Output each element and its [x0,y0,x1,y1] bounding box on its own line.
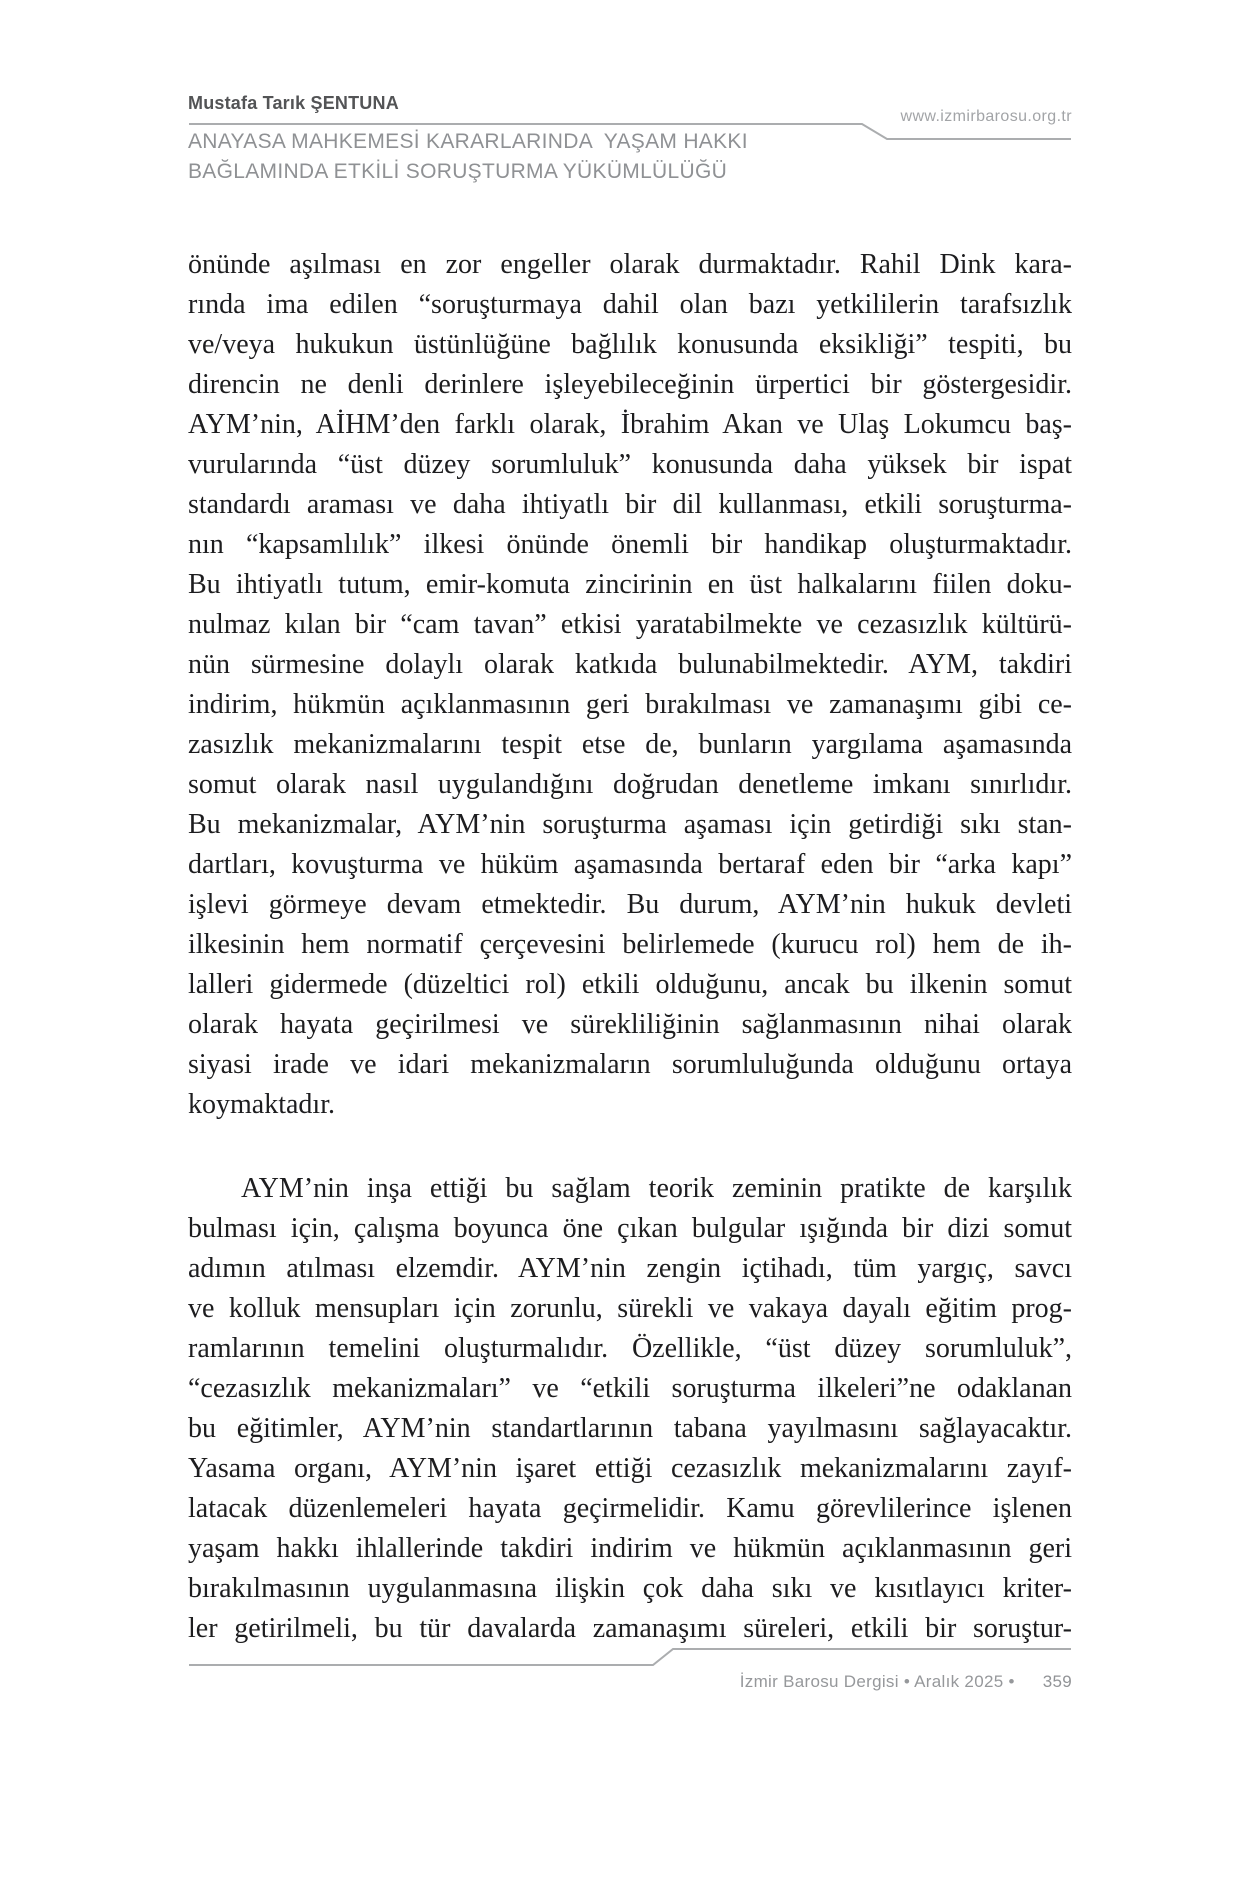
text-line: standardı araması ve daha ihtiyatlı bir dil kullanması, etkili soruşturma- [188,489,1072,520]
text-line: ler getirilmeli, bu tür davalarda zamanaşımı süreleri, etkili bir soruştur- [188,1613,1072,1644]
text-line: somut olarak nasıl uygulandığını doğrudan denetleme imkanı sınırlıdır. [188,769,1072,800]
text-line: olarak hayata geçirilmesi ve sürekliliğinin sağlanmasının nihai olarak [188,1009,1072,1040]
text-line: ve kolluk mensupları için zorunlu, sürekli ve vakaya dayalı eğitim prog- [188,1293,1072,1324]
text-line: yaşam hakkı ihlallerinde takdiri indirim ve hükmün açıklanmasının geri [188,1533,1072,1564]
text-line: lalleri gidermede (düzeltici rol) etkili olduğunu, ancak bu ilkenin somut [188,969,1072,1000]
text-line: koymaktadır. [188,1089,335,1120]
text-line: vurularında “üst düzey sorumluluk” konusunda daha yüksek bir ispat [188,449,1072,480]
footer-journal-info: İzmir Barosu Dergisi • Aralık 2025 • [739,1672,1015,1691]
text-line: indirim, hükmün açıklanmasının geri bırakılması ve zamanaşımı gibi ce- [188,689,1072,720]
text-line: bulması için, çalışma boyunca öne çıkan bulgular ışığında bir dizi somut [188,1213,1072,1244]
journal-website-url: www.izmirbarosu.org.tr [900,108,1072,125]
article-title-line-2: BAĞLAMINDA ETKİLİ SORUŞTURMA YÜKÜMLÜLÜĞÜ [188,160,728,183]
text-line: siyasi irade ve idari mekanizmaların sorumluluğunda olduğunu ortaya [188,1049,1072,1080]
article-title-line-1: ANAYASA MAHKEMESİ KARARLARINDA YAŞAM HAKKI [188,130,748,153]
text-line: Yasama organı, AYM’nin işaret ettiği cezasızlık mekanizmalarını zayıf- [188,1453,1072,1484]
text-line: nulmaz kılan bir “cam tavan” etkisi yaratabilmekte ve cezasızlık kültürü- [188,609,1072,640]
text-line: rında ima edilen “soruşturmaya dahil olan bazı yetkililerin tarafsızlık [188,289,1072,320]
text-line: zasızlık mekanizmalarını tespit etse de, bunların yargılama aşamasında [188,729,1072,760]
paragraph [188,245,1072,1125]
text-line: adımın atılması elzemdir. AYM’nin zengin içtihadı, tüm yargıç, savcı [188,1253,1072,1284]
text-line: AYM’nin, AİHM’den farklı olarak, İbrahim Akan ve Ulaş Lokumcu baş- [188,409,1072,440]
text-line: dartları, kovuşturma ve hüküm aşamasında bertaraf eden bir “arka kapı” [188,849,1072,880]
page-number: 359 [1042,1672,1072,1691]
text-line: nın “kapsamlılık” ilkesi önünde önemli bir handikap oluşturmaktadır. [188,529,1072,560]
text-line: ve/veya hukukun üstünlüğüne bağlılık konusunda eksikliği” tespiti, bu [188,329,1072,360]
text-line: işlevi görmeye devam etmektedir. Bu durum, AYM’nin hukuk devleti [188,889,1072,920]
text-line: direncin ne denli derinlere işleyebileceğinin ürpertici bir göstergesidir. [188,369,1072,400]
article-title [188,127,748,187]
body-text [188,245,1072,1649]
paragraph [188,1169,1072,1649]
text-line: Bu ihtiyatlı tutum, emir-komuta zincirinin en üst halkalarını fiilen doku- [188,569,1072,600]
text-line: latacak düzenlemeleri hayata geçirmelidir. Kamu görevlilerince işlenen [188,1493,1072,1524]
text-line: ilkesinin hem normatif çerçevesini belirlemede (kurucu rol) hem de ih- [188,929,1072,960]
text-line: önünde aşılması en zor engeller olarak durmaktadır. Rahil Dink kara- [188,249,1072,280]
text-line: “cezasızlık mekanizmaları” ve “etkili soruşturma ilkeleri”ne odaklanan [188,1373,1072,1404]
footer [188,1652,1072,1712]
text-line: ramlarının temelini oluşturmalıdır. Özellikle, “üst düzey sorumluluk”, [188,1333,1072,1364]
text-line: AYM’nin inşa ettiği bu sağlam teorik zeminin pratikte de karşılık [241,1173,1072,1204]
text-line: Bu mekanizmalar, AYM’nin soruşturma aşaması için getirdiği sıkı stan- [188,809,1072,840]
text-line: nün sürmesine dolaylı olarak katkıda bulunabilmektedir. AYM, takdiri [188,649,1072,680]
text-line: bu eğitimler, AYM’nin standartlarının tabana yayılmasını sağlayacaktır. [188,1413,1072,1444]
text-line: bırakılmasının uygulanmasına ilişkin çok daha sıkı ve kısıtlayıcı kriter- [188,1573,1072,1604]
author-name: Mustafa Tarık ŞENTUNA [188,93,399,113]
